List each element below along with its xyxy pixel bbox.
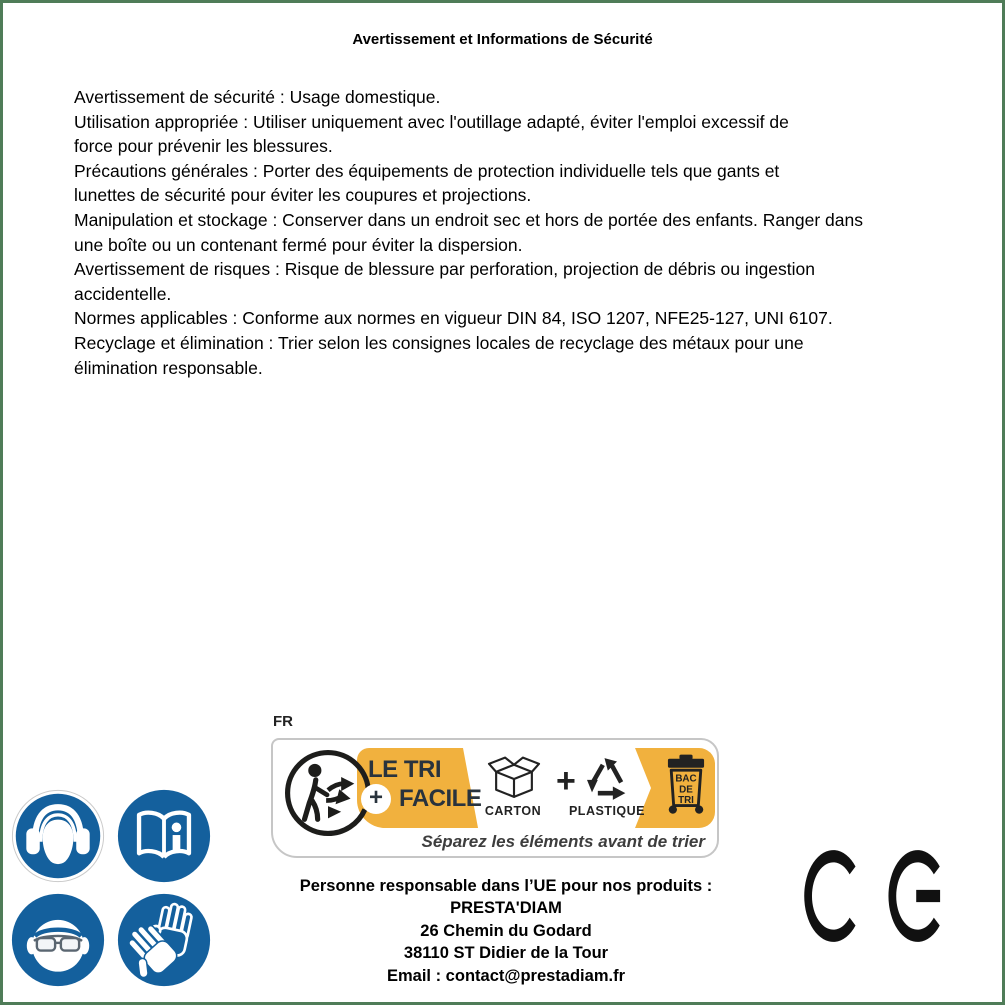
carton-box-icon: [483, 754, 545, 804]
safety-text-line: Précautions générales : Porter des équipements de protection individuelle tels que gants et: [74, 160, 780, 181]
tri-plus-circle: +: [361, 784, 391, 814]
bin-text-line: DE: [679, 784, 693, 796]
responsible-line: 26 Chemin du Godard: [420, 921, 592, 940]
tri-headline-line1: LE TRI: [368, 756, 441, 783]
bin-text-line: TRI: [678, 795, 694, 807]
safety-text-line: Normes applicables : Conforme aux normes en vigueur DIN 84, ISO 1207, NFE25-127, UNI 6107.: [74, 308, 833, 329]
page-title: Avertissement et Informations de Sécurité: [352, 31, 653, 48]
read-instruction-manual-icon: [116, 788, 212, 884]
plastique-label: PLASTIQUE: [568, 804, 646, 818]
bin-text-line: BAC: [675, 773, 697, 785]
safety-text-line: force pour prévenir les blessures.: [74, 136, 333, 157]
safety-text-line: lunettes de sécurité pour éviter les coupures et projections.: [74, 185, 532, 206]
ce-mark-icon: [801, 845, 943, 947]
safety-text-line: une boîte ou un contenant fermé pour éviter la dispersion.: [74, 234, 523, 255]
safety-text-line: Recyclage et élimination : Trier selon les consignes locales de recyclage des métaux pour une: [74, 332, 804, 353]
responsible-line: Personne responsable dans l’UE pour nos produits :: [299, 877, 713, 895]
safety-pictogram-grid: [10, 788, 222, 990]
safety-text-block: [74, 85, 989, 380]
responsible-person-block: [256, 875, 756, 987]
recycling-sorting-label: [271, 738, 719, 858]
safety-text-line: Avertissement de sécurité : Usage domestique.: [74, 87, 441, 107]
safety-text-line: accidentelle.: [74, 283, 172, 304]
tri-headline-line2: FACILE: [399, 785, 482, 812]
plastic-recycle-icon: [580, 754, 634, 804]
wear-ear-protection-icon: [10, 788, 106, 884]
wear-protective-gloves-icon: [116, 892, 212, 988]
tri-instruction-text: Séparez les éléments avant de trier: [421, 832, 705, 851]
safety-text-line: Utilisation appropriée : Utiliser uniquement avec l'outillage adapté, éviter l'emploi excessif de: [74, 111, 789, 132]
wear-eye-protection-icon: [10, 892, 106, 988]
safety-text-line: Avertissement de risques : Risque de blessure par perforation, projection de débris ou ingestion: [74, 259, 815, 280]
sorting-bin-icon: [663, 751, 709, 819]
safety-text-line: élimination responsable.: [74, 357, 263, 378]
carton-label: CARTON: [484, 804, 542, 818]
materials-plus-sign: +: [556, 762, 576, 800]
responsible-line: 38110 ST Didier de la Tour: [403, 944, 609, 963]
country-code-label: FR: [273, 713, 293, 730]
responsible-line: Email : contact@prestadiam.fr: [387, 966, 625, 985]
safety-text-line: Manipulation et stockage : Conserver dans un endroit sec et hors de portée des enfants. Ranger dans: [74, 209, 863, 230]
responsible-line: PRESTA'DIAM: [450, 899, 562, 918]
